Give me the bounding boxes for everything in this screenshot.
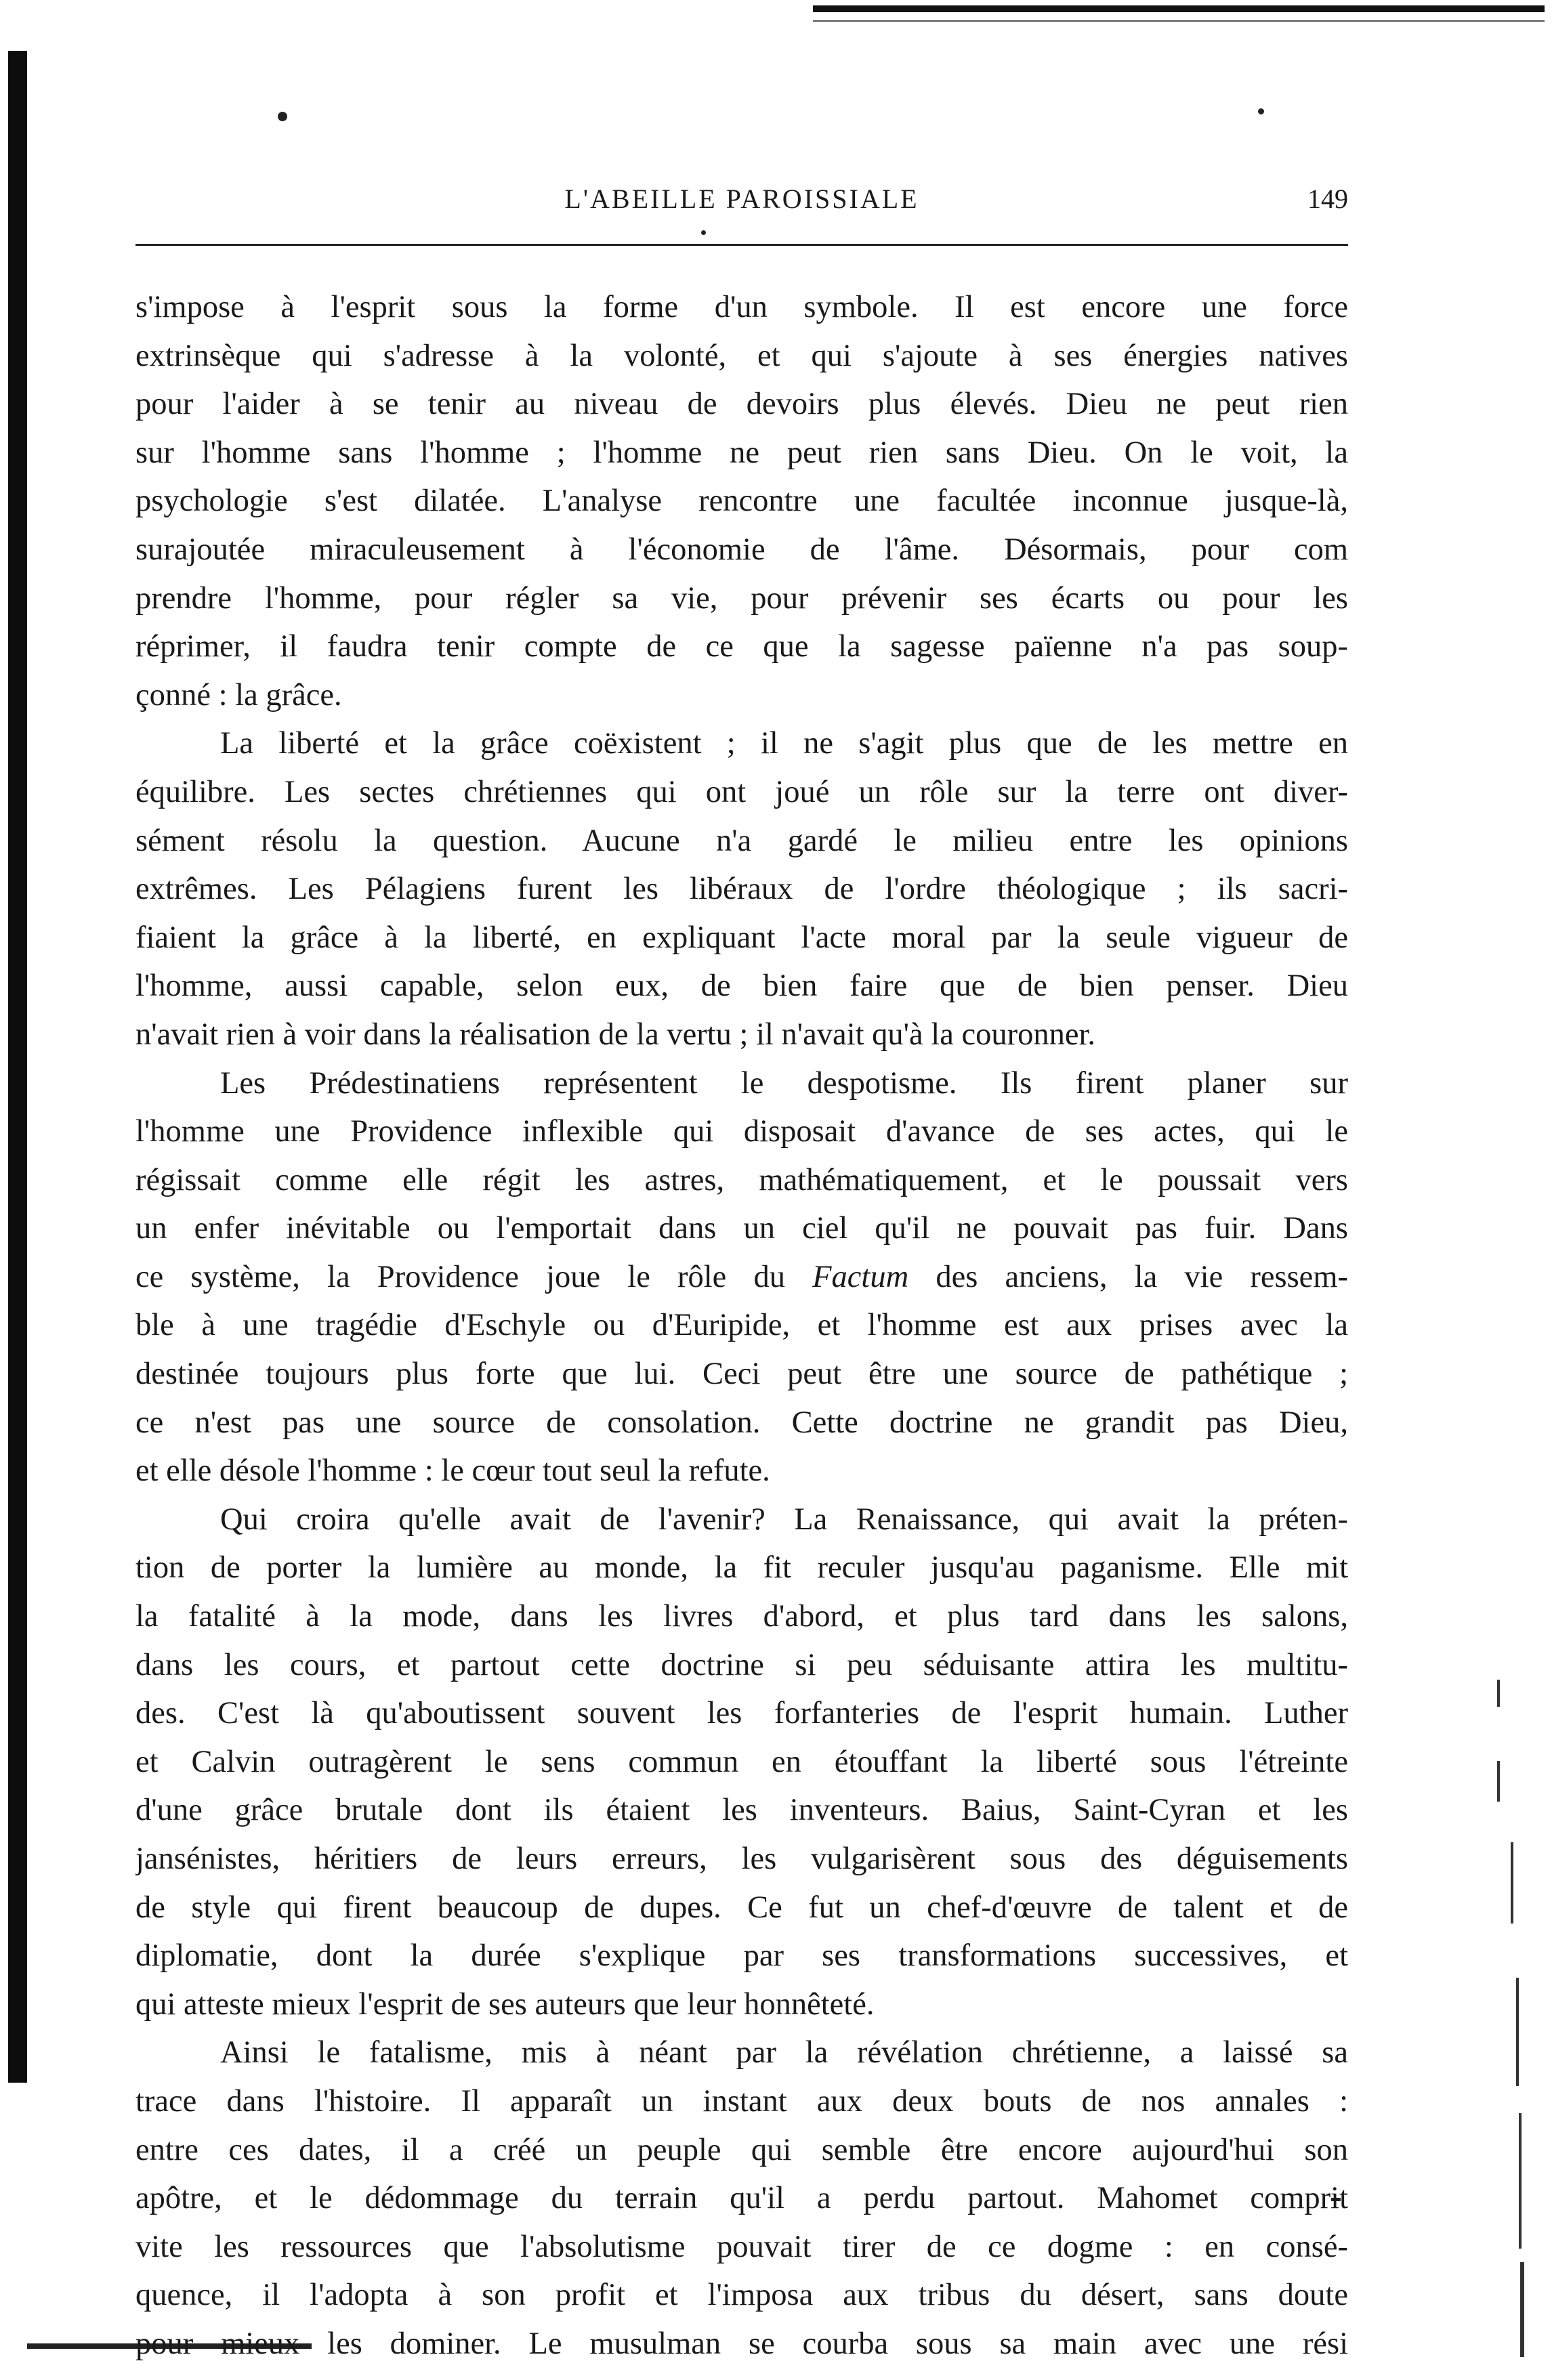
- text-line: [135, 1641, 1348, 1690]
- text-line-content: qui atteste mieux l'esprit de ses auteurs que leur honnêteté.: [135, 1986, 875, 2022]
- text-line-content: apôtre, et le dédommage du terrain qu'il a perdu partout. Mahomet comprit: [135, 2181, 1348, 2216]
- text-line-content: vite les ressources que l'absolutisme pouvait tirer de ce dogme : en consé-: [135, 2229, 1348, 2264]
- text-line: [135, 2271, 1348, 2320]
- text-line: [135, 622, 1348, 671]
- text-line-content: diplomatie, dont la durée s'explique par ses transformations successives, et: [135, 1938, 1348, 1974]
- text-line: [135, 1204, 1348, 1253]
- text-line: [135, 1884, 1348, 1932]
- page-number: 149: [1307, 184, 1348, 214]
- text-line-content: réprimer, il faudra tenir compte de ce que la sagesse païenne n'a pas soup-: [135, 629, 1348, 664]
- text-line-content: équilibre. Les sectes chrétiennes qui ont joué un rôle sur la terre ont diver-: [135, 774, 1348, 809]
- text-line: [135, 1689, 1348, 1738]
- text-line: [135, 1253, 1348, 1302]
- text-line-content: un enfer inévitable ou l'emportait dans un ciel qu'il ne pouvait pas fuir. Dans: [135, 1211, 1348, 1246]
- text-line: [135, 865, 1348, 914]
- text-line: [135, 719, 1348, 768]
- text-line-content: surajoutée miraculeusement à l'économie de l'âme. Désormais, pour com: [135, 532, 1348, 567]
- text-line: [135, 1156, 1348, 1205]
- text-line: [135, 1592, 1348, 1641]
- text-line-content: de style qui firent beaucoup de dupes. Ce fut un chef-d'œuvre de talent et de: [135, 1890, 1348, 1925]
- running-title: L'ABEILLE PAROISSIALE: [564, 184, 919, 214]
- scan-edge-right: [1497, 1639, 1524, 2357]
- text-line-content: ce système, la Providence joue le rôle du: [135, 1259, 813, 1294]
- text-line-content: extrinsèque qui s'adresse à la volonté, et qui s'ajoute à ses énergies natives: [135, 338, 1348, 373]
- running-head: [135, 183, 1348, 230]
- text-line-content: sément résolu la question. Aucune n'a gardé le milieu entre les opinions: [135, 823, 1348, 858]
- text-line: [135, 817, 1348, 866]
- text-line: [135, 1447, 1348, 1495]
- text-line-content: La liberté et la grâce coëxistent ; il ne s'agit plus que de les mettre en: [220, 726, 1348, 761]
- text-line: [135, 1932, 1348, 1980]
- text-line: [135, 332, 1348, 381]
- text-line-content: d'une grâce brutale dont ils étaient les inventeurs. Baius, Saint-Cyran et les: [135, 1793, 1348, 1828]
- text-line-content: la fatalité à la mode, dans les livres d'abord, et plus tard dans les salons,: [135, 1599, 1348, 1634]
- text-line-content: des. C'est là qu'aboutissent souvent les forfanteries de l'esprit humain. Luther: [135, 1696, 1348, 1731]
- text-line: [135, 1786, 1348, 1835]
- text-line: [135, 380, 1348, 429]
- header-rule: [135, 244, 1348, 246]
- text-line-content: l'homme une Providence inflexible qui disposait d'avance de ses actes, qui le: [135, 1114, 1348, 1149]
- text-line-content: prendre l'homme, pour régler sa vie, pour prévenir ses écarts ou pour les: [135, 580, 1348, 616]
- text-line-content: entre ces dates, il a créé un peuple qui semble être encore aujourd'hui son: [135, 2132, 1348, 2167]
- text-line: [135, 1495, 1348, 1544]
- text-line: [135, 526, 1348, 574]
- text-line-content: n'avait rien à voir dans la réalisation de la vertu ; il n'avait qu'à la couronner.: [135, 1017, 1096, 1052]
- scan-binding-shadow: [8, 51, 27, 2083]
- scan-border-top: [813, 5, 1545, 12]
- body-text: [135, 283, 1348, 2368]
- text-line-content: Ainsi le fatalisme, mis à néant par la révélation chrétienne, a laissé sa: [220, 2035, 1348, 2070]
- text-line: [135, 477, 1348, 526]
- text-line: [135, 1107, 1348, 1156]
- text-line-content: fiaient la grâce à la liberté, en expliquant l'acte moral par la seule vigueur de: [135, 920, 1348, 955]
- text-line-content: Qui croira qu'elle avait de l'avenir? La Renaissance, qui avait la préten-: [220, 1502, 1348, 1537]
- text-line: [135, 2077, 1348, 2126]
- text-line-content: des anciens, la vie ressem-: [908, 1259, 1348, 1294]
- italic-term: Factum: [812, 1259, 909, 1294]
- text-line-content: extrêmes. Les Pélagiens furent les libéraux de l'ordre théologique ; ils sacri-: [135, 872, 1348, 907]
- text-line: [135, 1350, 1348, 1399]
- scan-speck: [1258, 108, 1264, 114]
- text-line: [135, 2320, 1348, 2368]
- text-line-content: pour mieux les dominer. Le musulman se courba sous sa main avec une rési: [135, 2326, 1348, 2361]
- text-line: [135, 1738, 1348, 1787]
- text-line-content: régissait comme elle régit les astres, mathématiquement, et le poussait vers: [135, 1162, 1348, 1197]
- text-line-content: psychologie s'est dilatée. L'analyse rencontre une facultée inconnue jusque-là,: [135, 484, 1348, 519]
- text-line: [135, 2174, 1348, 2223]
- scan-speck: [278, 112, 287, 121]
- text-line-content: et elle désole l'homme : le cœur tout seul la refute.: [135, 1453, 770, 1489]
- text-line: [135, 768, 1348, 817]
- text-line: [135, 1980, 1348, 2029]
- text-line: [135, 2126, 1348, 2175]
- text-line-content: s'impose à l'esprit sous la forme d'un symbole. Il est encore une force: [135, 290, 1348, 324]
- text-line: [135, 1011, 1348, 1059]
- text-line: [135, 283, 1348, 332]
- text-line: [135, 1399, 1348, 1447]
- text-line: [135, 2223, 1348, 2272]
- text-line-content: dans les cours, et partout cette doctrine si peu séduisante attira les multitu-: [135, 1647, 1348, 1682]
- scan-speck: [701, 230, 706, 235]
- text-line: [135, 2028, 1348, 2077]
- text-line-content: l'homme, aussi capable, selon eux, de bien faire que de bien penser. Dieu: [135, 969, 1348, 1004]
- text-line-content: tion de porter la lumière au monde, la fit reculer jusqu'au paganisme. Elle mit: [135, 1550, 1348, 1586]
- text-line: [135, 429, 1348, 477]
- text-line-content: jansénistes, héritiers de leurs erreurs, les vulgarisèrent sous des déguisements: [135, 1842, 1348, 1876]
- text-line-content: destinée toujours plus forte que lui. Ceci peut être une source de pathétique ;: [135, 1357, 1348, 1392]
- scan-border-top-thin: [813, 20, 1545, 22]
- text-line: [135, 1835, 1348, 1884]
- text-line-content: pour l'aider à se tenir au niveau de devoirs plus élevés. Dieu ne peut rien: [135, 387, 1348, 422]
- text-line-content: quence, il l'adopta à son profit et l'imposa aux tribus du désert, sans doute: [135, 2278, 1348, 2313]
- text-line: [135, 1544, 1348, 1592]
- text-line-content: sur l'homme sans l'homme ; l'homme ne peut rien sans Dieu. On le voit, la: [135, 435, 1348, 470]
- text-line-content: Les Prédestinatiens représentent le despotisme. Ils firent planer sur: [220, 1065, 1348, 1101]
- text-line-content: et Calvin outragèrent le sens commun en étouffant la liberté sous l'étreinte: [135, 1744, 1348, 1779]
- text-line-content: ble à une tragédie d'Eschyle ou d'Euripide, et l'homme est aux prises avec la: [135, 1308, 1348, 1343]
- text-line: [135, 914, 1348, 962]
- text-line: [135, 1059, 1348, 1108]
- text-line-content: ce n'est pas une source de consolation. Cette doctrine ne grandit pas Dieu,: [135, 1405, 1348, 1440]
- text-line: [135, 962, 1348, 1011]
- text-line: [135, 671, 1348, 720]
- text-line-content: çonné : la grâce.: [135, 677, 342, 713]
- text-line: [135, 1301, 1348, 1350]
- text-line: [135, 574, 1348, 623]
- text-line-content: trace dans l'histoire. Il apparaît un instant aux deux bouts de nos annales :: [135, 2083, 1348, 2119]
